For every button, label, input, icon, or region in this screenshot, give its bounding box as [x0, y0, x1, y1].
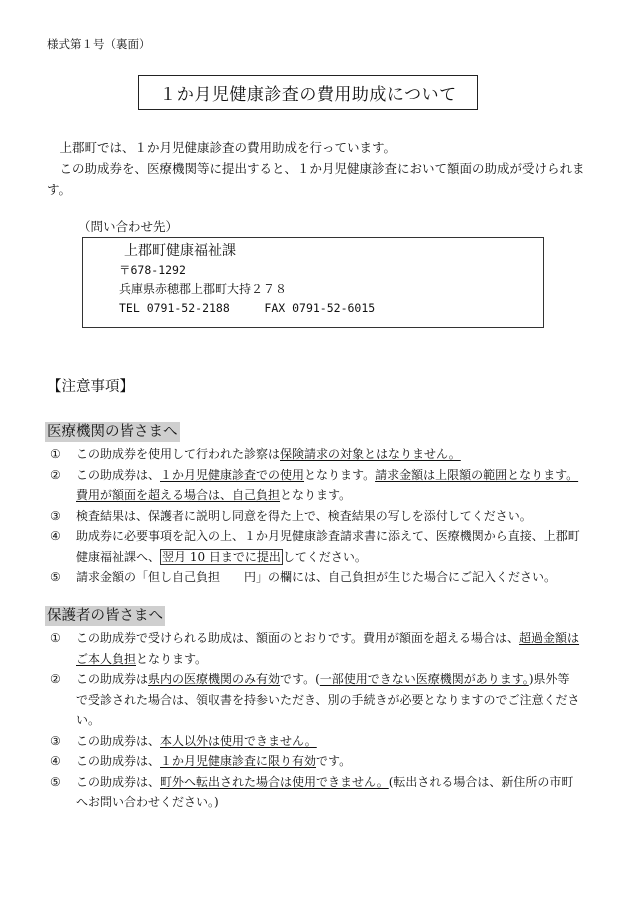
- contact-address: 兵庫県赤穂郡上郡町大持２７８: [119, 282, 288, 296]
- list-item: [50, 751, 580, 772]
- item-text-segment: この助成券は、: [76, 774, 161, 789]
- item-text-segment: この助成券は、: [76, 733, 161, 748]
- item-text: [76, 628, 580, 669]
- item-text-segment: となります。: [136, 651, 208, 666]
- item-text-segment: この助成券で受けられる助成は、額面のとおりです。費用が額面を超える場合は、: [76, 631, 520, 645]
- item-text-segment: 本人以外は使用できません。: [160, 733, 317, 748]
- document-title: [138, 75, 478, 110]
- item-text: [76, 506, 580, 527]
- document-title-text: １か月児健康診査の費用助成について: [159, 85, 457, 105]
- item-text: [76, 465, 580, 506]
- item-text-segment: となります。: [280, 488, 352, 502]
- item-text-segment: (転出される場合は、新住所の市町へお問い合わせください。): [76, 774, 574, 809]
- item-text: [76, 731, 580, 752]
- medical-section-heading: 医療機関の皆さまへ: [47, 424, 178, 440]
- item-text-segment: この助成券は、: [76, 467, 161, 482]
- contact-tel: TEL 0791-52-2188: [119, 301, 230, 315]
- list-item: [50, 628, 580, 669]
- contact-postal: 〒678-1292: [119, 263, 186, 277]
- item-text-segment: 超過金額はご本人負担: [76, 631, 580, 666]
- item-text-segment: 保険請求の対象とはなりません。: [280, 447, 461, 461]
- list-item: [50, 526, 580, 567]
- item-text-segment: 助成券に必要事項を記入の上、１か月児健康診査請求書に添えて、医療機関から直接、上郡町健康福祉課へ、: [76, 529, 580, 564]
- item-text: [76, 444, 580, 465]
- item-text: [76, 526, 580, 567]
- item-number: ④: [50, 754, 61, 768]
- item-number: ②: [50, 467, 61, 482]
- list-item: [50, 444, 580, 465]
- item-text-segment: 一部使用できない医療機関があります。: [319, 672, 529, 686]
- contact-fax: FAX 0791-52-6015: [264, 301, 376, 315]
- item-text: [76, 772, 580, 813]
- item-text-segment: となります。: [304, 467, 376, 482]
- item-number: ⑤: [50, 774, 61, 789]
- item-text-segment: です。: [316, 754, 352, 768]
- form-label: 様式第１号（裏面）: [47, 37, 151, 51]
- item-text-segment: 翌月 10 日までに提出: [162, 549, 281, 564]
- item-text-segment: です。(: [280, 672, 320, 686]
- item-text-segment: １か月児健康診査に限り有効: [160, 754, 317, 768]
- list-item: [50, 465, 580, 506]
- guardian-section-heading: 保護者の皆さまへ: [47, 608, 163, 624]
- item-text-segment: )県外等で受診された場合は、領収書を持参いただき、別の手続きが必要となりますのでご注意ください。: [76, 672, 580, 727]
- item-text-segment: 県内の医療機関のみ有効: [148, 672, 281, 686]
- item-number: ⑤: [50, 570, 61, 584]
- list-item: [50, 731, 580, 752]
- item-text-segment: この助成券を使用して行われた診察は: [76, 447, 281, 461]
- contact-label: （問い合わせ先）: [78, 219, 179, 234]
- item-text-segment: この助成券は: [76, 672, 149, 686]
- item-text-segment: 町外へ転出された場合は使用できません。: [160, 774, 389, 789]
- item-text-segment: 請求金額の「但し自己負担 円」の欄には、自己負担が生じた場合にご記入ください。: [76, 570, 557, 584]
- list-item: [50, 669, 580, 731]
- item-number: ②: [50, 672, 61, 686]
- item-number: ③: [50, 508, 61, 523]
- guardian-items-list: [50, 628, 580, 813]
- item-number: ①: [50, 631, 61, 645]
- item-text-segment: してください。: [282, 549, 367, 564]
- item-text: [76, 669, 580, 731]
- item-text: [76, 751, 580, 772]
- item-text-segment: 請求金額は上限額の範囲となります。費用が額面を超える場合は、自己負担: [76, 467, 579, 502]
- list-item: [50, 506, 580, 527]
- item-text-segment: この助成券は、: [76, 754, 161, 768]
- item-text: [76, 567, 580, 588]
- item-text-segment: １か月児健康診査での使用: [160, 467, 305, 482]
- item-number: ④: [50, 529, 61, 543]
- intro-paragraph: 上郡町では、１か月児健康診査の費用助成を行っています。: [59, 140, 397, 155]
- list-item: [50, 567, 580, 588]
- medical-items-list: [50, 444, 580, 588]
- contact-department: 上郡町健康福祉課: [124, 243, 236, 259]
- caution-heading: 【注意事項】: [47, 379, 134, 395]
- intro-paragraph: この助成券を、医療機関等に提出すると、１か月児健康診査において額面の助成が受けられます。: [47, 161, 585, 197]
- list-item: [50, 772, 580, 813]
- item-number: ①: [50, 447, 61, 461]
- item-text-segment: 検査結果は、保護者に説明し同意を得た上で、検査結果の写しを添付してください。: [76, 508, 532, 523]
- item-number: ③: [50, 733, 61, 748]
- intro-text: [47, 137, 587, 200]
- contact-box: [82, 237, 544, 328]
